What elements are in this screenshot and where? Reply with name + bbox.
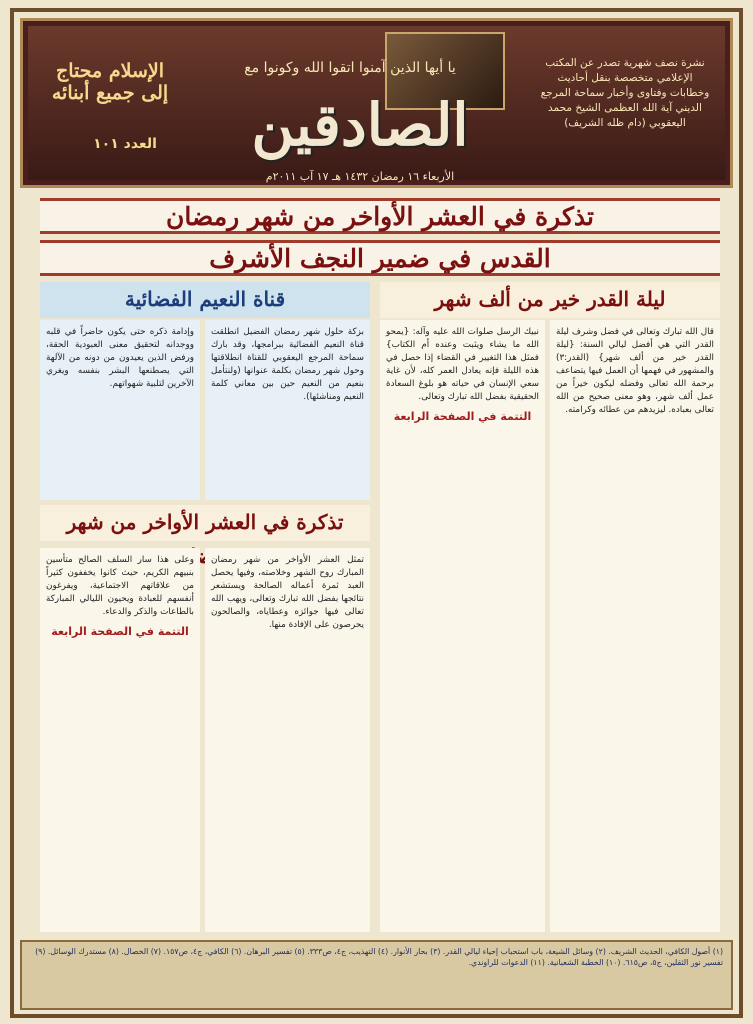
- headline-banner-2: القدس في ضمير النجف الأشرف: [40, 240, 720, 276]
- footnotes: (١) أصول الكافي، الحديث الشريف. (٢) وسائل الشيعة، باب استحباب إحياء ليالي القدر. (٣) بحار الأنوار. (٤) التهذيب، ج٤، ص٣٣٣. (٥) تفسير البرهان. (٦) الكافي، ج٤، ص١٥٧. (٧) الخصال. (٨) مستدرك الوسائل. (٩) تفسير نور الثقلين، ج٥، ص٦١٥. (١٠) الخطبة الشعبانية. (١١) الدعوات للراوندي.: [20, 940, 733, 1010]
- article-column: [40, 320, 200, 500]
- section-title-laylat-al-qadr: ليلة القدر خير من ألف شهر: [380, 282, 720, 318]
- headline-banner-1: تذكرة في العشر الأواخر من شهر رمضان: [40, 198, 720, 234]
- column-text: وإدامة ذكره حتى يكون حاضراً في قلبه ووجدانه لتحقيق معنى العبودية الحقة، ورفض الذين يعيدون من دونه من الآلهة التي يصطنعها البشر بنفسه ويغري الآخرين لتلبية شهواتهم.: [46, 327, 194, 389]
- issue-date: الأربعاء ١٦ رمضان ١٤٣٢ هـ ١٧ آب ٢٠١١م: [265, 170, 455, 183]
- article-column: [205, 320, 370, 500]
- slogan: الإسلام محتاج إلى جميع أبنائه: [51, 60, 169, 104]
- continued-note: التتمة في الصفحة الرابعة: [51, 625, 189, 638]
- article-column: [550, 320, 720, 932]
- publisher-info: نشرة نصف شهرية تصدر عن المكتب الإعلامي متخصصة بنقل أحاديث وخطابات وفتاوى وأخبار سماحة المرجع الديني آية الله العظمى الشيخ محمد اليعقوبي (دام ظله الشريف): [540, 57, 710, 129]
- section-title-last-ten-nights: تذكرة في العشر الأواخر من شهر: [40, 505, 370, 541]
- article-column: [205, 548, 370, 932]
- publication-logo: الصادقين: [251, 91, 469, 159]
- article-column: [40, 548, 200, 932]
- column-text: تمثل العشر الأواخر من شهر رمضان المبارك روح الشهر وخلاصته، وفيها يحصل العبد ثمرة أعماله الصالحة ويستشعر نتائجها بفضل الله تبارك وتعالى، ويهب الله تعالى فيها جوائزه وعطاياه، والصالحون يحرصون على الإفادة منها.: [211, 555, 364, 630]
- section-title-al-naeem-channel: قناة النعيم الفضائية: [40, 282, 370, 318]
- column-text: قال الله تبارك وتعالى في فضل وشرف ليلة القدر التي هي أفضل ليالي السنة: {ليلة القدر خير من ألف شهر} (القدر:٣) والمشهور في فهمها أن العمل فيها يتضاعف برحمة الله تعالى وفضله ليكون خيراً من عمل ألف شهر، وهو معنى صحيح من الله تعالى بعباده. ليزيدهم من عطائه وكرامته.: [556, 327, 714, 415]
- column-text: وعلى هذا سار السلف الصالح متأسين بنبيهم الكريم، حيث كانوا يخففون كثيراً من علاقاتهم الاجتماعية، ويفرغون أنفسهم للعبادة ويحيون الليالي المباركة بالطاعات والذكر والدعاء.: [46, 555, 194, 617]
- column-text: نبيك الرسل صلوات الله عليه وآله: {يمحو الله ما يشاء ويثبت وعنده أم الكتاب} فمثل هذا التغيير في القضاء إذا حصل في هذه الليلة فإنه يعادل العمر كله، لأن غاية سعي الإنسان في حياته هو بلوغ السعادة الحقيقية بفضل الله تبارك وتعالى.: [386, 327, 539, 402]
- continued-note: التتمة في الصفحة الرابعة: [393, 410, 532, 423]
- column-text: بزكة حلول شهر رمضان الفضيل انطلقت قناة النعيم الفضائية ببرامجها، وقد بارك سماحة المرجع اليعقوبي للقناة انطلاقتها وحول شهر رمضان بكلمة عنوانها (ولنتأمل بنعيم من النعيم حين بين معاني كلمة النعيم ومناشئها).: [211, 327, 364, 402]
- article-column: [380, 320, 545, 932]
- issue-number: العدد ١٠١: [93, 136, 157, 152]
- quran-verse: يا أيها الذين آمنوا اتقوا الله وكونوا مع: [244, 60, 456, 76]
